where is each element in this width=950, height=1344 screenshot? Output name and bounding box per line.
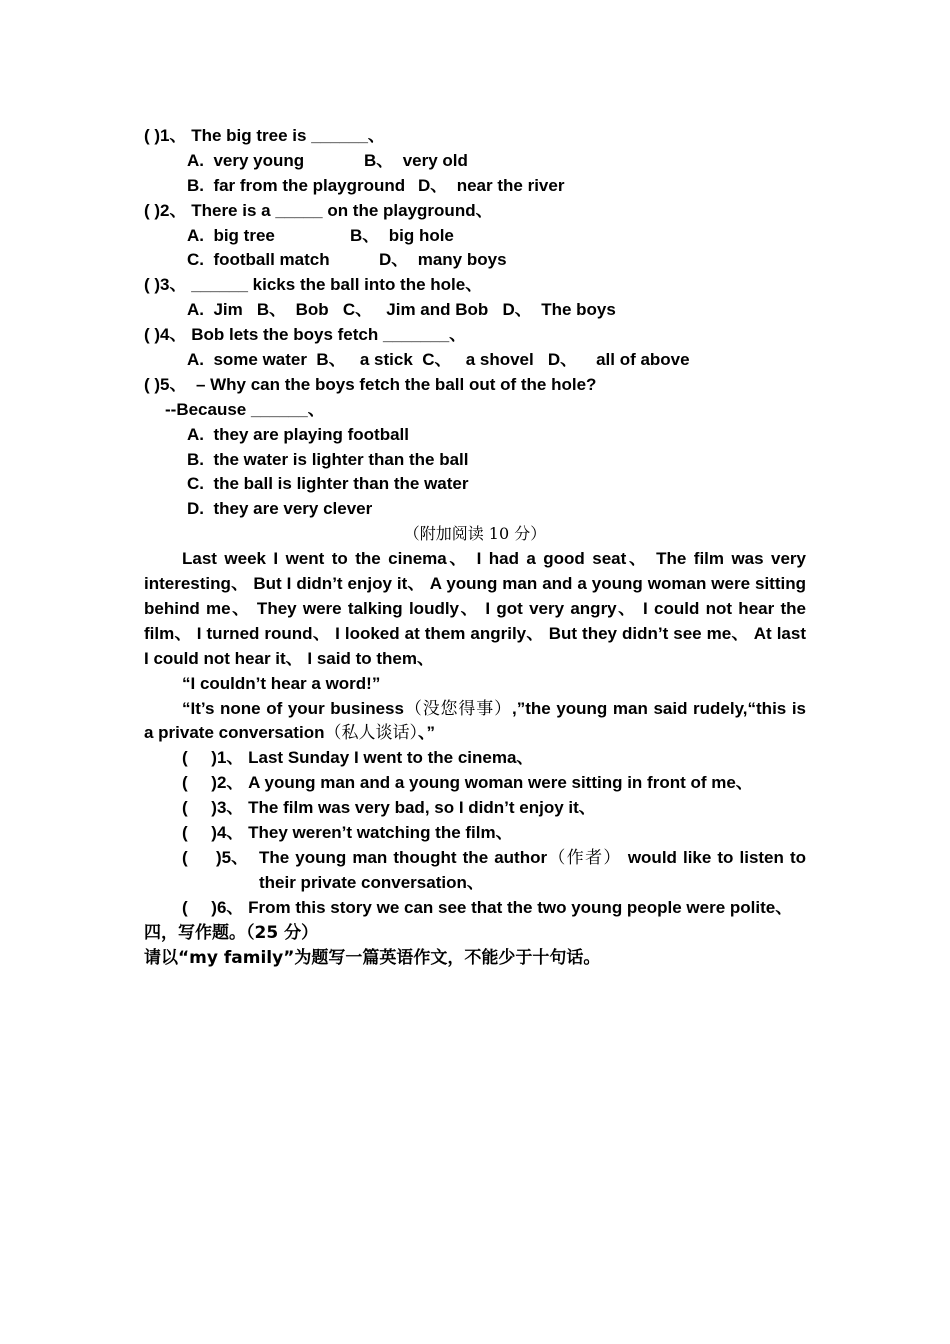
tf-number: ( )6、: [182, 897, 244, 917]
passage-gloss-1: （没您得事）: [403, 698, 513, 719]
writing-instruction: 请以“my family”为题写一篇英语作文，不能少于十句话。: [144, 947, 601, 968]
tf-text: The film was very bad, so I didn’t enjoy it、: [248, 798, 596, 818]
writing-section-title: 四，写作题。（25 分）: [144, 922, 319, 943]
question-5-stem: ( )5、 – Why can the boys fetch the ball out of the hole?: [144, 374, 597, 394]
reading-section-title: （附加阅读 10 分）: [403, 524, 547, 544]
question-4-options: A. some water B、 a stick C、 a shovel D、 all of above: [187, 350, 690, 370]
passage-text-3e: 、”: [417, 723, 435, 743]
tf-question-3: [144, 796, 806, 821]
option-a: A. big tree: [187, 225, 275, 245]
tf-number: ( )1、: [182, 748, 244, 768]
passage-paragraph-3: [144, 697, 806, 747]
tf-number: ( )2、: [182, 773, 244, 793]
passage-text-3a: “It’s none of your business: [182, 698, 404, 718]
passage-gloss-2: （私人谈话）: [324, 723, 418, 744]
tf-text-c: would like to listen to their private conversation、: [259, 847, 806, 892]
passage-text-1: Last week I went to the cinema、 I had a good seat、 The film was very interesting、 But I didn’t enjoy it、 A young man and a young woman were sitting behind me、 They were talking loudly、 I got very angry、 I could not hear the film、 I turned round、 I looked at them angrily、 But they didn’t see me、 At last I could not hear it、 I said to them、: [144, 549, 806, 668]
tf-number: ( )3、: [182, 798, 244, 818]
question-1-options-ab: [144, 149, 806, 174]
question-5-because: --Because ______、: [165, 399, 325, 419]
tf-question-5: [144, 846, 806, 896]
question-5-option-b: B. the water is lighter than the ball: [187, 449, 469, 469]
option-b: B、 very old: [364, 150, 468, 170]
tf-text: Last Sunday I went to the cinema、: [248, 748, 534, 768]
option-d: D、 near the river: [418, 175, 565, 195]
tf-text: A young man and a young woman were sitting in front of me、: [248, 773, 753, 793]
tf-question-6: [144, 896, 806, 921]
option-c: B. far from the playground: [187, 175, 406, 195]
passage-text-2: “I couldn’t hear a word!”: [182, 673, 381, 693]
tf-number: ( )4、: [182, 823, 244, 843]
question-3-options: A. Jim B、 Bob C、 Jim and Bob D、 The boys: [187, 300, 616, 320]
question-4-stem: ( )4、 Bob lets the boys fetch _______、: [144, 325, 467, 345]
question-5-option-d: D. they are very clever: [187, 499, 373, 519]
passage-text-3c: ,”the young man said rudely,“this is a private conversation: [144, 698, 807, 743]
question-5-option-c: C. the ball is lighter than the water: [187, 474, 469, 494]
tf-text: From this story we can see that the two young people were polite、: [248, 897, 793, 917]
tf-question-1: [144, 746, 806, 771]
question-2-stem: ( )2、 There is a _____ on the playground、: [144, 200, 493, 220]
option-c: C. football match: [187, 250, 330, 270]
tf-number: ( )5、: [182, 847, 249, 867]
worksheet: [144, 124, 806, 970]
question-3-stem: ( )3、 ______ kicks the ball into the hole、: [144, 275, 483, 295]
tf-question-2: [144, 771, 806, 796]
passage-paragraph-1: [144, 547, 806, 672]
tf-text-a: The young man thought the author: [259, 847, 548, 867]
tf-question-4: [144, 821, 806, 846]
tf-text: They weren’t watching the film、: [248, 823, 513, 843]
option-b: B、 big hole: [350, 225, 454, 245]
tf-gloss: （作者）: [547, 847, 622, 868]
question-2-options-ab: [144, 224, 806, 249]
question-1-options-cd: [144, 174, 806, 199]
option-a: A. very young: [187, 150, 305, 170]
question-2-options-cd: [144, 248, 806, 273]
tf-text: [259, 846, 806, 896]
option-d: D、 many boys: [379, 250, 507, 270]
passage-paragraph-2: [144, 672, 806, 697]
question-5-option-a: A. they are playing football: [187, 424, 409, 444]
question-1-stem: ( )1、 The big tree is ______、: [144, 126, 385, 145]
